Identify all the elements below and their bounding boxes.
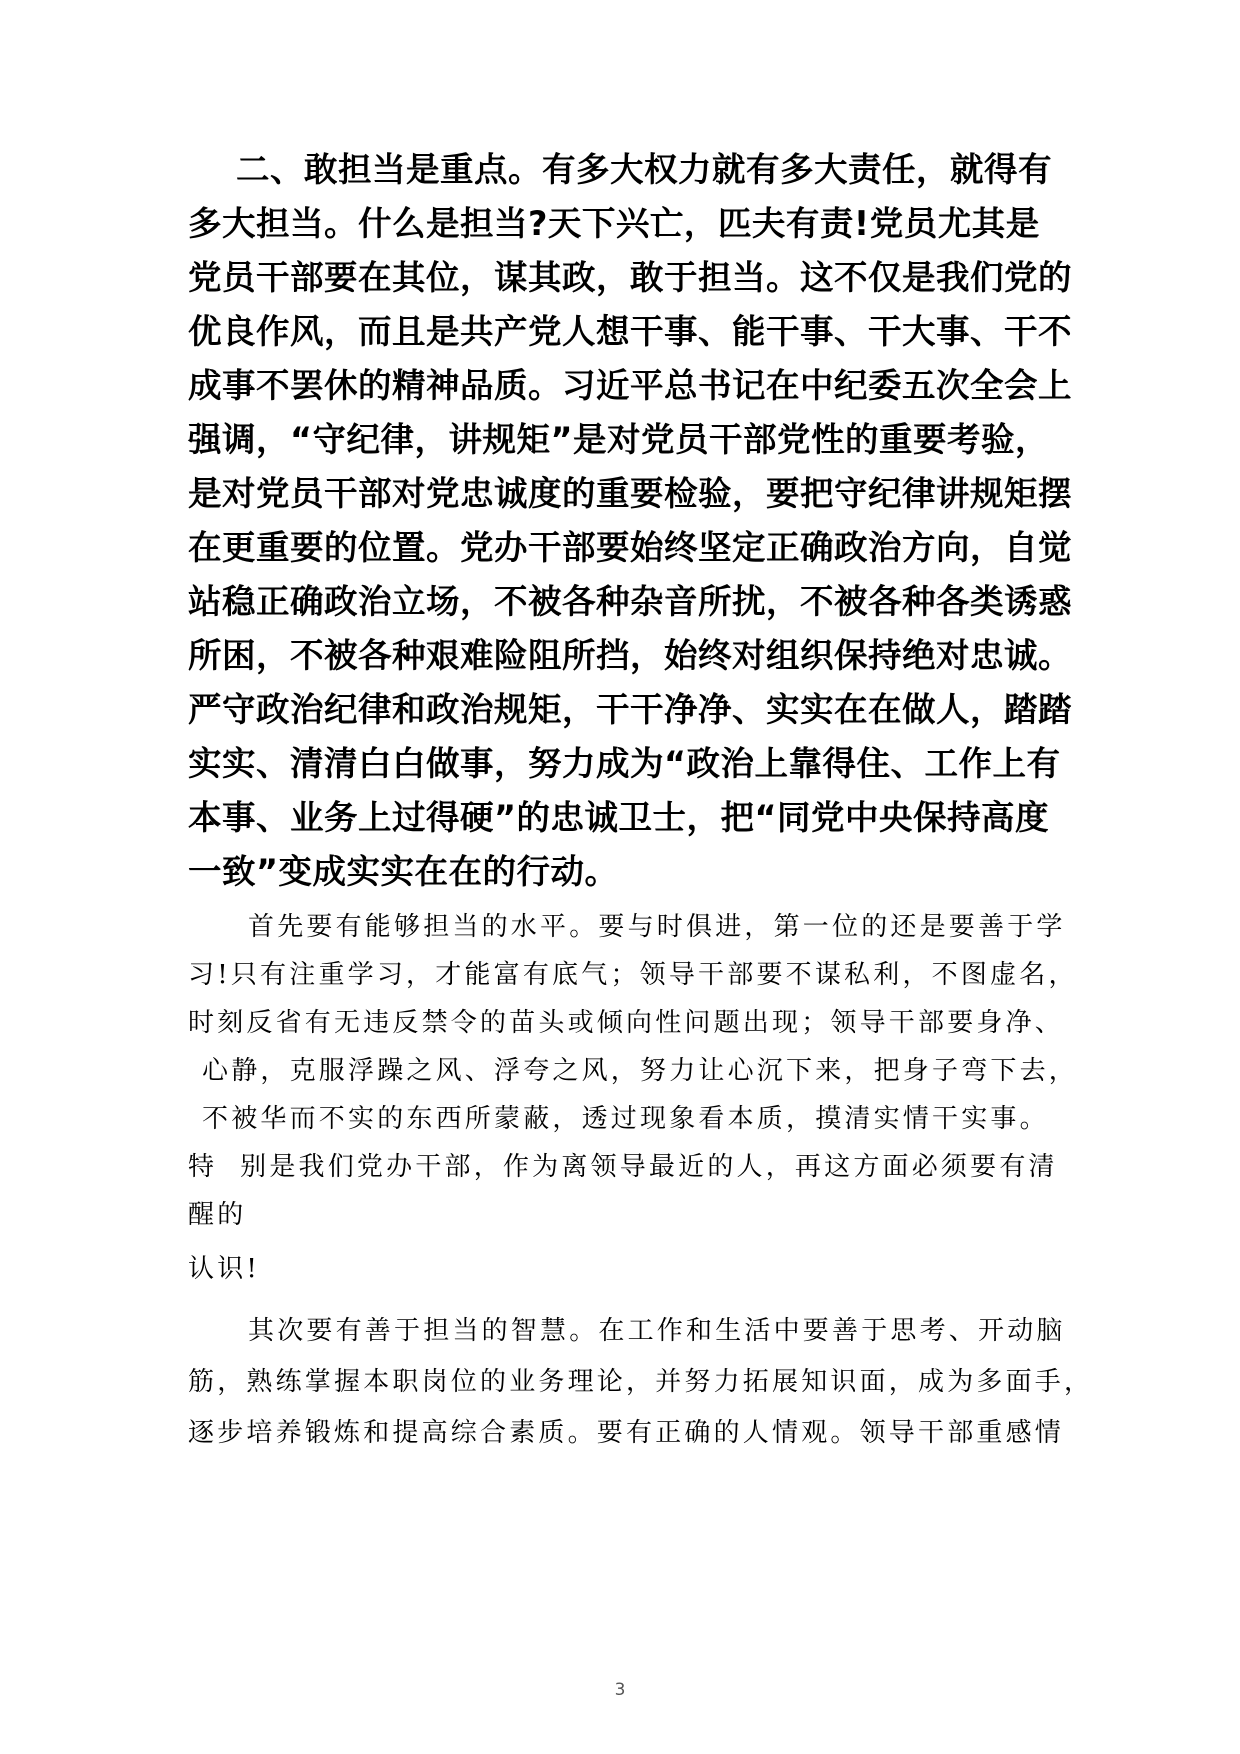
text-line: 首先要有能够担当的水平。要与时俱进，第一位的还是要善于学: [248, 912, 1066, 942]
text-line: 党员干部要在其位，谋其政，敢于担当。这不仅是我们党的: [188, 258, 1072, 297]
text-line: 特 别是我们党办干部，作为离领导最近的人，再这方面必须要有清: [188, 1152, 1058, 1182]
text-line: 时刻反省有无违反禁令的苗头或倾向性问题出现；领导干部要身净、: [188, 1008, 1065, 1038]
text-line: 严守政治纪律和政治规矩，干干净净、实实在在做人，踏踏: [188, 690, 1072, 729]
text-line: 一致”变成实实在在的行动。: [188, 852, 619, 891]
text-line: 习!只有注重学习，才能富有底气；领导干部要不谋私利，不图虚名，: [188, 960, 1078, 990]
text-line: 逐步培养锻炼和提高综合素质。要有正确的人情观。领导干部重感情: [188, 1418, 1065, 1448]
text-line: 认识!: [188, 1254, 261, 1284]
text-line: 实实、清清白白做事，努力成为“政治上靠得住、工作上有: [188, 744, 1061, 783]
text-line: 站稳正确政治立场，不被各种杂音所扰，不被各种各类诱惑: [188, 582, 1072, 621]
text-line: 筋，熟练掌握本职岗位的业务理论，并努力拓展知识面，成为多面手，: [188, 1367, 1094, 1397]
text-line: 二、敢担当是重点。有多大权力就有多大责任，就得有: [236, 150, 1052, 189]
text-line: 成事不罢休的精神品质。习近平总书记在中纪委五次全会上: [188, 366, 1072, 405]
text-line: 醒的: [188, 1200, 247, 1230]
text-line: 优良作风，而且是共产党人想干事、能干事、干大事、干不: [188, 312, 1072, 351]
text-line: 多大担当。什么是担当?天下兴亡，匹夫有责!党员尤其是: [188, 204, 1040, 243]
text-line: 是对党员干部对党忠诚度的重要检验，要把守纪律讲规矩摆: [188, 474, 1072, 513]
text-line: 在更重要的位置。党办干部要始终坚定正确政治方向，自觉: [188, 528, 1072, 567]
text-line: 本事、业务上过得硬”的忠诚卫士，把“同党中央保持高度: [188, 798, 1050, 837]
text-line: 强调，“守纪律，讲规矩”是对党员干部党性的重要考验，: [188, 420, 1050, 459]
text-line: 不被华而不实的东西所蒙蔽，透过现象看本质，摸清实情干实事。: [202, 1104, 1049, 1134]
text-line: 心静，克服浮躁之风、浮夸之风，努力让心沉下来，把身子弯下去，: [202, 1056, 1079, 1086]
text-line: 所困，不被各种艰难险阻所挡，始终对组织保持绝对忠诚。: [188, 636, 1072, 675]
text-line: 其次要有善于担当的智慧。在工作和生活中要善于思考、开动脑: [248, 1316, 1066, 1346]
page-number: 3: [614, 1680, 626, 1700]
